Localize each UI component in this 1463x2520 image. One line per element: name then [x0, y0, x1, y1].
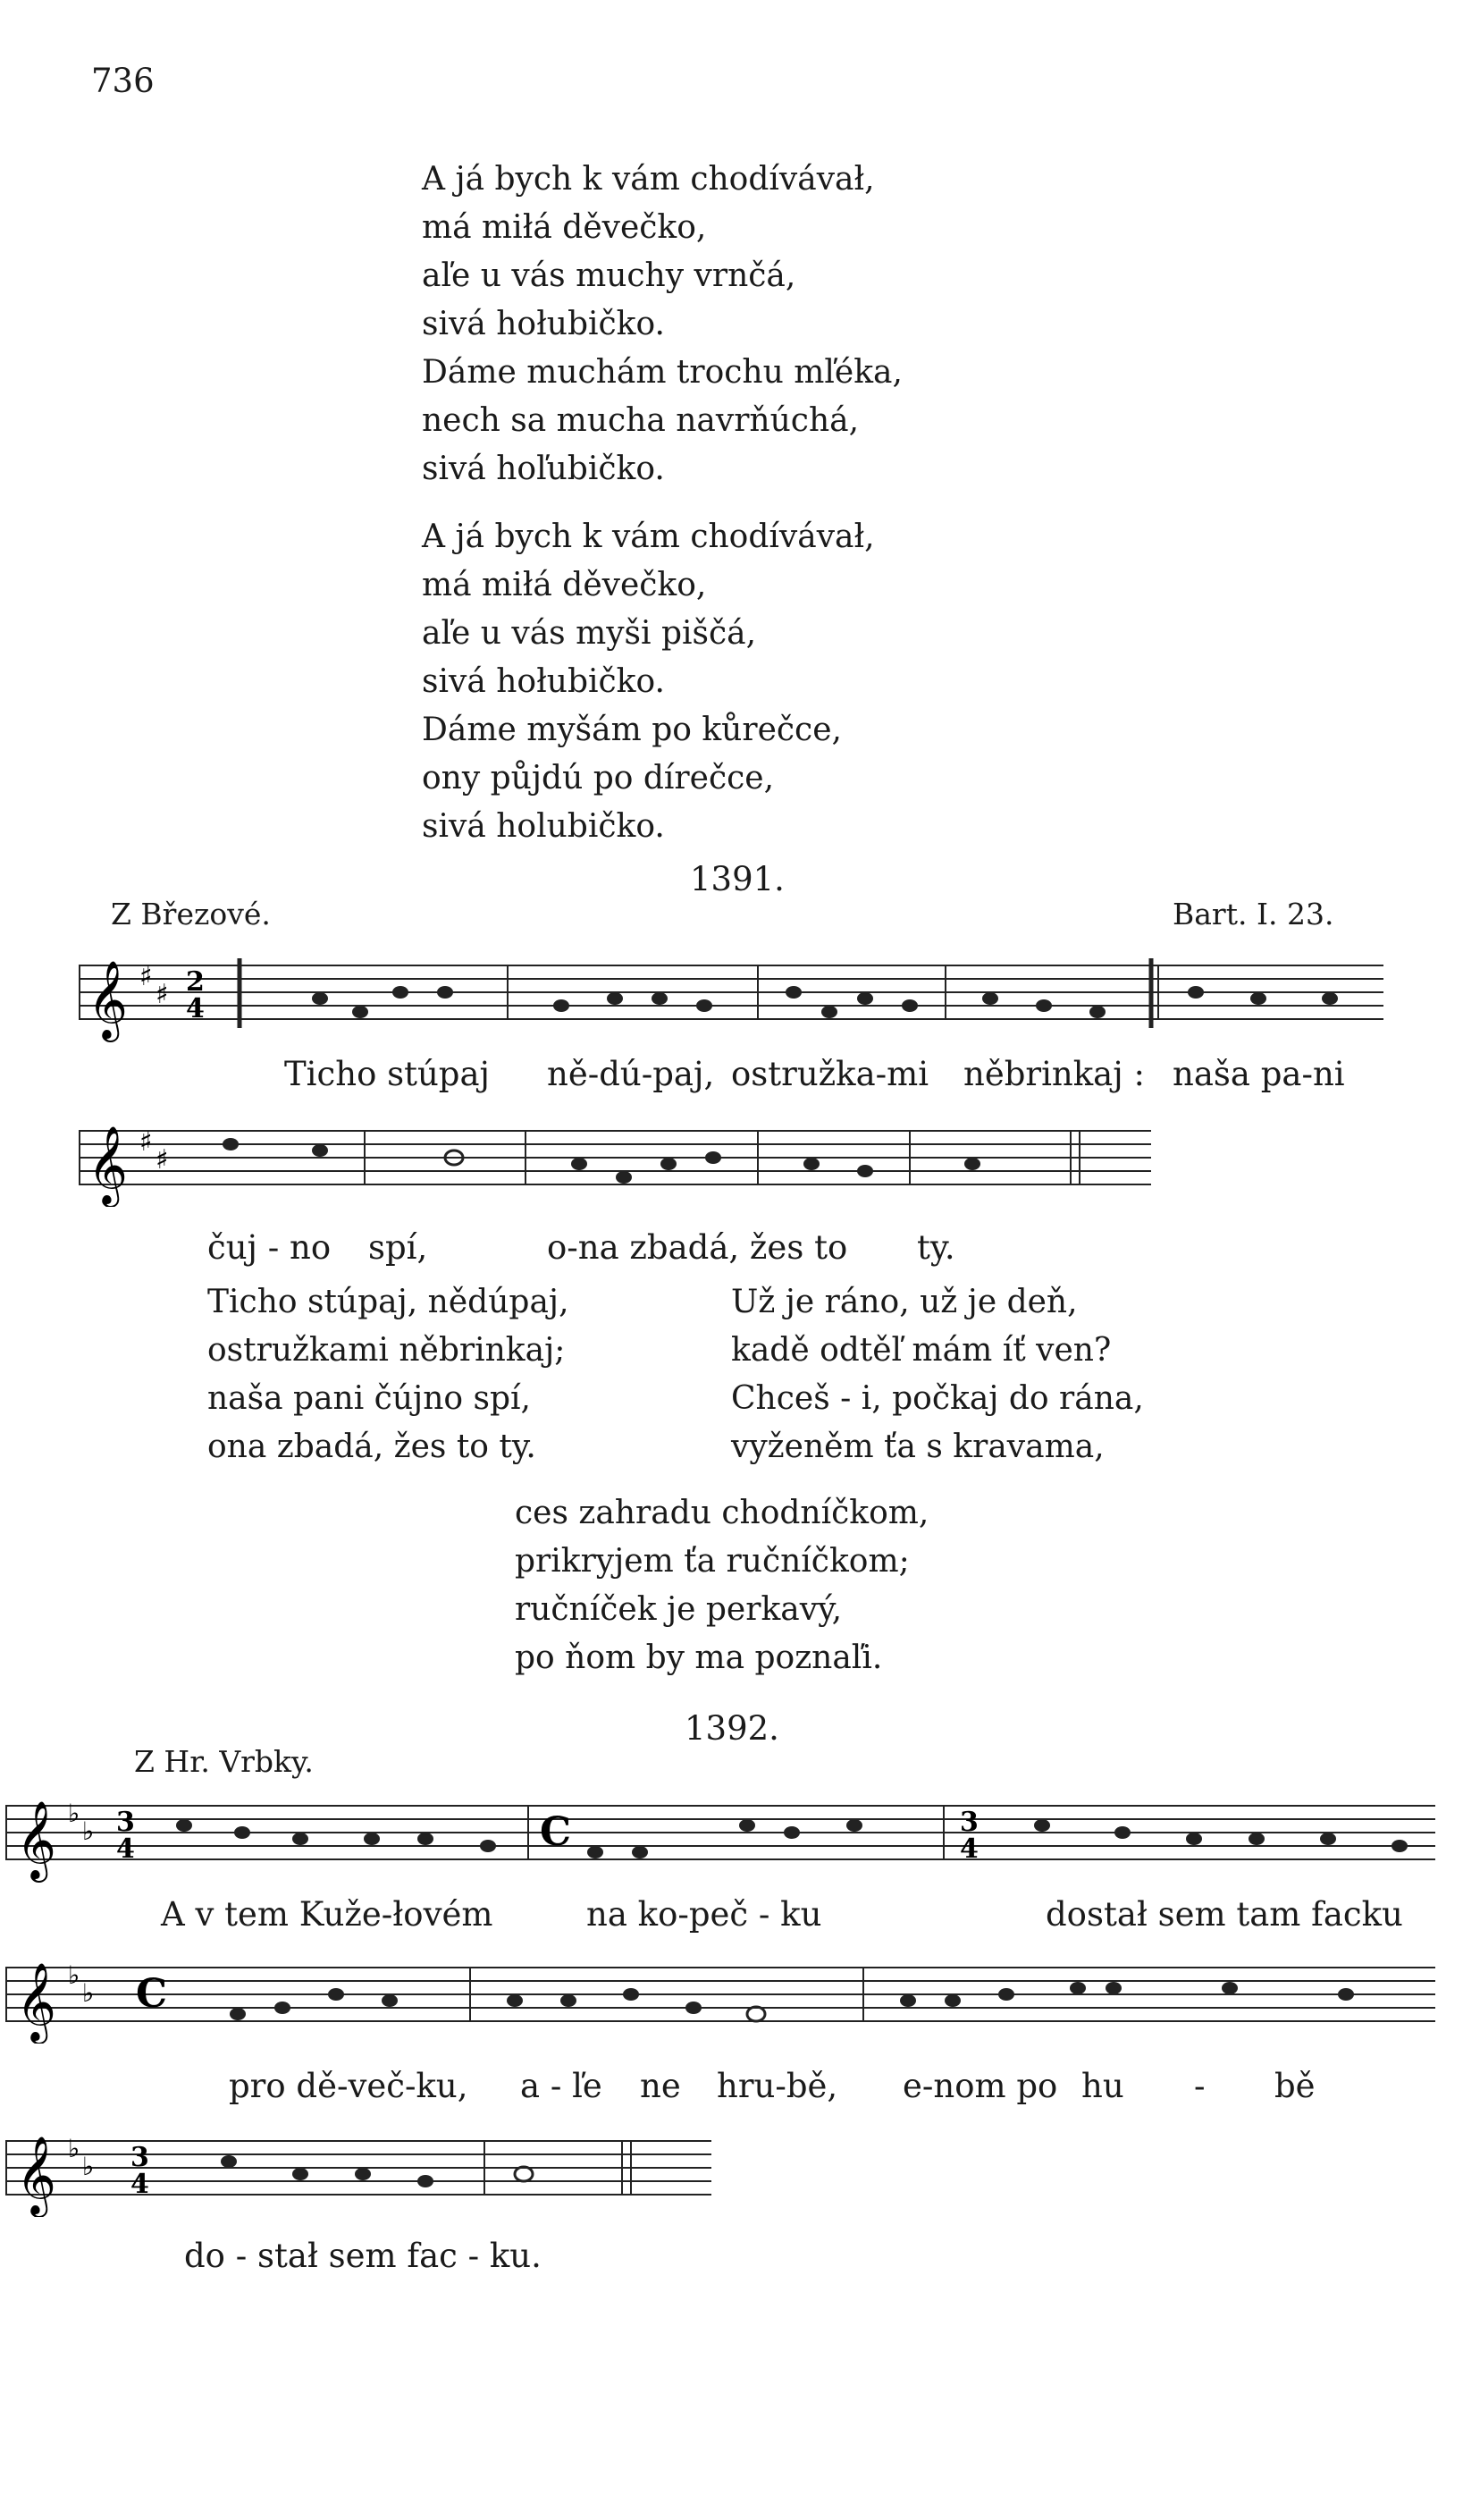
- common-time-icon: C: [136, 1971, 168, 2017]
- verse-line: po ňom by ma poznaľi.: [515, 1639, 883, 1676]
- music-staff-1391-line-2: [79, 1108, 1151, 1207]
- treble-clef-icon: 𝄞: [88, 959, 128, 1039]
- music-staff-1391-line-1: [79, 948, 1383, 1046]
- verse-line: kadě odtěľ mám íť ven?: [731, 1332, 1112, 1369]
- verse-line: ostružkami něbrinkaj;: [207, 1332, 566, 1369]
- song-number-1392: 1392.: [685, 1709, 779, 1748]
- flat-icon: ♭: [82, 1816, 95, 1846]
- treble-clef-icon: 𝄞: [16, 1799, 56, 1879]
- verse-line: sivá hoľubičko.: [422, 451, 665, 487]
- time-signature-icon: 3: [130, 2142, 149, 2173]
- lyric: -: [1194, 2067, 1206, 2105]
- song-number-1391: 1391.: [690, 860, 785, 898]
- lyric: do - stał sem fac - ku.: [184, 2237, 542, 2275]
- verse-line: naša pani čújno spí,: [207, 1380, 531, 1417]
- verse-line: ony půjdú po dírečce,: [422, 760, 775, 796]
- lyric: a - ľe: [520, 2067, 602, 2105]
- verse-line: sivá holubičko.: [422, 808, 665, 845]
- verse-line: Dáme muchám trochu mľéka,: [422, 354, 903, 391]
- lyric: spí,: [368, 1228, 428, 1267]
- lyric: hu: [1081, 2067, 1124, 2105]
- verse-line: prikryjem ťa ručníčkom;: [515, 1543, 910, 1580]
- verse-line: vyženěm ťa s kravama,: [731, 1429, 1105, 1465]
- verse-line: nech sa mucha navrňúchá,: [422, 402, 860, 439]
- music-staff-1392-line-2: [5, 1945, 1435, 2044]
- flat-icon: ♭: [82, 2152, 95, 2181]
- song-origin-1392: Z Hr. Vrbky.: [134, 1744, 314, 1779]
- time-signature-icon: 2: [186, 966, 205, 998]
- verse-line: A já bych k vám chodívávał,: [422, 518, 875, 555]
- time-signature-icon: 3: [116, 1807, 135, 1838]
- page-number: 736: [91, 62, 155, 100]
- sharp-icon: ♯: [139, 1126, 153, 1158]
- song-origin-1391: Z Březové.: [111, 897, 271, 931]
- verse-line: sivá hołubičko.: [422, 306, 665, 342]
- lyric: ostružka-mi: [731, 1055, 929, 1093]
- music-staff-1392-line-1: [5, 1788, 1435, 1886]
- lyric: Ticho stúpaj: [284, 1055, 491, 1093]
- verse-line: Chceš - i, počkaj do rána,: [731, 1380, 1144, 1417]
- lyric: něbrinkaj :: [963, 1055, 1145, 1093]
- sharp-icon: ♯: [139, 961, 153, 992]
- lyric: dostał sem tam facku: [1046, 1895, 1403, 1934]
- lyric: e-nom po: [903, 2067, 1058, 2105]
- lyric: naša pa-ni: [1173, 1055, 1345, 1093]
- verse-line: ces zahradu chodníčkom,: [515, 1495, 929, 1531]
- music-staff-1392-line-3: [5, 2119, 711, 2217]
- verse-line: Dáme myšám po kůrečce,: [422, 712, 842, 748]
- flat-icon: ♭: [68, 1960, 80, 1990]
- treble-clef-icon: 𝄞: [88, 1125, 128, 1204]
- verse-line: aľe u vás myši piščá,: [422, 615, 757, 652]
- lyric: hru-bě,: [717, 2067, 838, 2105]
- time-signature-icon: 3: [960, 1807, 979, 1838]
- flat-icon: ♭: [68, 1799, 80, 1828]
- sharp-icon: ♯: [156, 1144, 169, 1176]
- verse-line: aľe u vás muchy vrnčá,: [422, 257, 796, 294]
- flat-icon: ♭: [68, 2134, 80, 2163]
- verse-line: má miłá děvečko,: [422, 567, 707, 603]
- treble-clef-icon: 𝄞: [16, 2135, 56, 2214]
- verse-line: ona zbadá, žes to ty.: [207, 1429, 536, 1465]
- lyric: pro dě-več-ku,: [229, 2067, 468, 2105]
- time-signature-icon: 4: [116, 1833, 135, 1865]
- lyric: bě: [1274, 2067, 1316, 2105]
- verse-line: Už je ráno, už je deň,: [731, 1284, 1078, 1320]
- time-signature-icon: 4: [130, 2169, 149, 2200]
- song-source-1391: Bart. I. 23.: [1173, 897, 1334, 931]
- lyric: na ko-peč - ku: [586, 1895, 822, 1934]
- time-signature-icon: 4: [960, 1833, 979, 1865]
- time-signature-icon: 4: [186, 993, 205, 1024]
- lyric: A v tem Kuže-łovém: [161, 1895, 493, 1934]
- lyric: o-na zbadá, žes to: [547, 1228, 848, 1267]
- verse-line: Ticho stúpaj, nědúpaj,: [207, 1284, 569, 1320]
- lyric: ne: [640, 2067, 681, 2105]
- lyric: ty.: [917, 1228, 955, 1267]
- verse-line: sivá hołubičko.: [422, 663, 665, 700]
- flat-icon: ♭: [82, 1978, 95, 2008]
- verse-line: ručníček je perkavý,: [515, 1591, 843, 1628]
- lyric: ně-dú-paj,: [547, 1055, 715, 1093]
- sharp-icon: ♯: [156, 979, 169, 1010]
- common-time-icon: C: [540, 1809, 572, 1855]
- treble-clef-icon: 𝄞: [16, 1961, 56, 2041]
- verse-line: má miłá děvečko,: [422, 209, 707, 246]
- lyric: čuj - no: [207, 1228, 332, 1267]
- verse-line: A já bych k vám chodívávał,: [422, 161, 875, 198]
